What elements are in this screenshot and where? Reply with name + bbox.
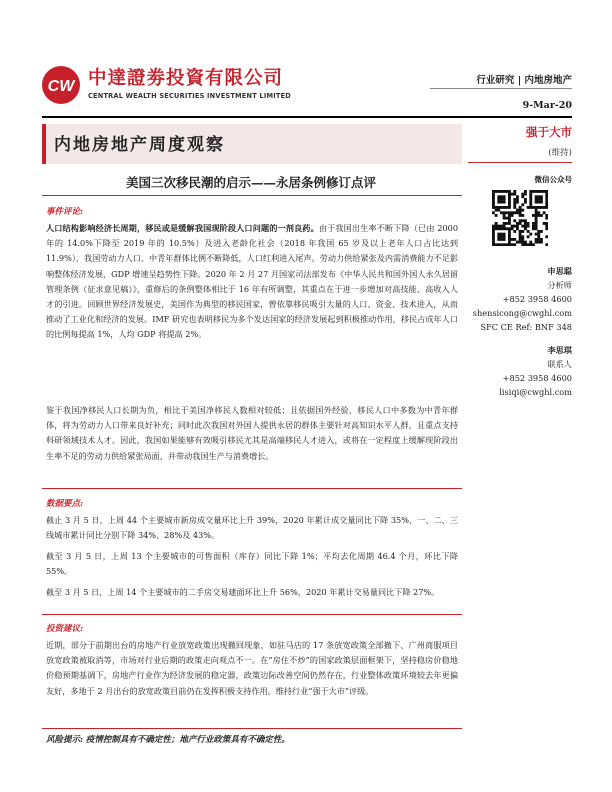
company-name-cn: 中達證劵投資有限公司 <box>88 68 284 89</box>
header-divider <box>42 116 572 118</box>
investment-paragraph: 近期，部分于前期出台的房地产行业放宽政策出现撤回现象，如驻马店的 17 条放宽政策全部撤下、广州商服项目放宽政策被取消等，市场对行业后期的政策走向观点不一。在“房住不炒”的国家政策层面框架下，坚持稳房价稳地价稳预期基调下，房地产行业作为经济发展的稳定器，政策边际改善空间仍然存在，行业整体政策环境较去年更偏友好，多地于 2 月出台的放宽政策目前仍在发挥积极支持作用。维持行业“强于大市”评级。 <box>46 640 458 696</box>
divider <box>430 88 572 89</box>
contact-name: 李思琪 <box>547 345 572 355</box>
report-date: 9-Mar-20 <box>522 100 572 111</box>
section-divider <box>42 488 462 489</box>
section-divider <box>42 728 462 729</box>
analyst-email[interactable]: shensicong@cwghl.com <box>472 308 572 318</box>
rating-status: (维持) <box>548 148 572 158</box>
wechat-label: 微信公众号 <box>534 175 572 184</box>
report-subtitle: 美国三次移民潮的启示——永居条例修订点评 <box>125 175 376 190</box>
event-body-text: 由于我国出生率不断下降（已由 2000 年的 14.0%下降至 2019 年的 10.5%）及进入老龄化社会（2018 年我国 65 岁及以上老年人口占比达到 11.9%），我国劳动力人口、中青年群体比例不断降低，人口红利进入尾声。劳动力供给紧张及内需消费能力不足影响整体经济发展，GDP 增速呈趋势性下降。2020 年 2 月 27 月国家司法部发布《中华人民共和国外国人永久居留管理条例（征求意见稿）》，重修后的条例整体相比于 16 年有所调整，其重点在于进一步增加对高技能、高收入人才的引进。回顾世界经济发展史，美国作为典型的移民国家，曾依靠移民吸引大量的人口、资金、技术进入，从而推动了工业化和经济的发展。IMF 研究也表明移民为多个发达国家的经济发展起到积极推动作用，移民占成年人口的比例每提高 1%，人均 GDP 将提高 2%。 <box>46 223 458 340</box>
industry-rating: 强于大市 <box>526 125 572 139</box>
report-type: 行业研究 | 内地房地产 <box>476 75 572 86</box>
section-divider <box>42 614 462 615</box>
analyst-phone: +852 3958 4600 <box>502 294 572 304</box>
svg-text:CW: CW <box>47 78 75 95</box>
data-point-inventory: 截至 3 月 5 日，上周 13 个主要城市的可售面积（库存）同比下降 1%；平均去化周期 46.4 个月，环比下降 55%。 <box>46 551 458 577</box>
company-name-en: CENTRAL WEALTH SECURITIES INVESTMENT LIMITED <box>88 92 291 100</box>
section-label-event: 事件评论: <box>46 207 84 217</box>
company-logo-block <box>42 62 342 114</box>
analyst-name: 申思聪 <box>547 266 572 276</box>
risk-text: 疫情控制具有不确定性；地产行业政策具有不确定性。 <box>85 735 290 745</box>
event-paragraph-2: 鉴于我国净移民人口长期为负，相比于美国净移民人数相对较低；且依据国外经验，移民人口中多数为中青年群体，将为劳动力人口带来良好补充；同时此次我国对外国人提供永居的群体主要针对高知识水平人群，且重点支持科研领域技术人才。因此，我国如果能够有效吸引移民尤其是高端移民人才进入，或将在一定程度上缓解现阶段出生率不足的劳动力供给紧张局面，并带动我国生产与消费增长。 <box>46 405 458 461</box>
sidebar-divider <box>468 162 572 163</box>
analyst-role: 分析师 <box>547 280 572 290</box>
data-point-new-homes: 截止 3 月 5 日，上周 44 个主要城市新房成交量环比上升 39%，2020 年累计成交量同比下降 35%，一、二、三线城市累计同比分别下降 34%、28%及 43%。 <box>46 515 458 541</box>
company-logo-icon <box>42 66 80 104</box>
data-point-second-hand: 截至 3 月 5 日，上周 14 个主要城市的二手房交易建面环比上升 56%，2020 年累计交易量同比下降 27%。 <box>46 587 440 597</box>
subtitle-divider <box>42 195 462 196</box>
event-paragraph-1 <box>46 221 458 343</box>
risk-label: 风险提示: <box>46 735 84 745</box>
contact-role: 联系人 <box>547 359 572 369</box>
risk-note <box>46 733 290 745</box>
contact-phone: +852 3958 4600 <box>502 373 572 383</box>
title-accent-bar <box>42 124 46 164</box>
section-label-invest: 投资建议: <box>46 624 84 634</box>
wechat-qr-code-icon <box>492 190 548 246</box>
section-label-data: 数据要点: <box>46 499 84 509</box>
report-title: 内地房地产周度观察 <box>54 135 225 155</box>
analyst-sfc-ref: SFC CE Ref: BNF 348 <box>480 322 572 332</box>
event-lead-sentence: 人口结构影响经济长周期，移民或是缓解我国现阶段人口问题的一剂良药。 <box>46 223 319 233</box>
contact-email[interactable]: lisiqi@cwghl.com <box>499 387 572 397</box>
